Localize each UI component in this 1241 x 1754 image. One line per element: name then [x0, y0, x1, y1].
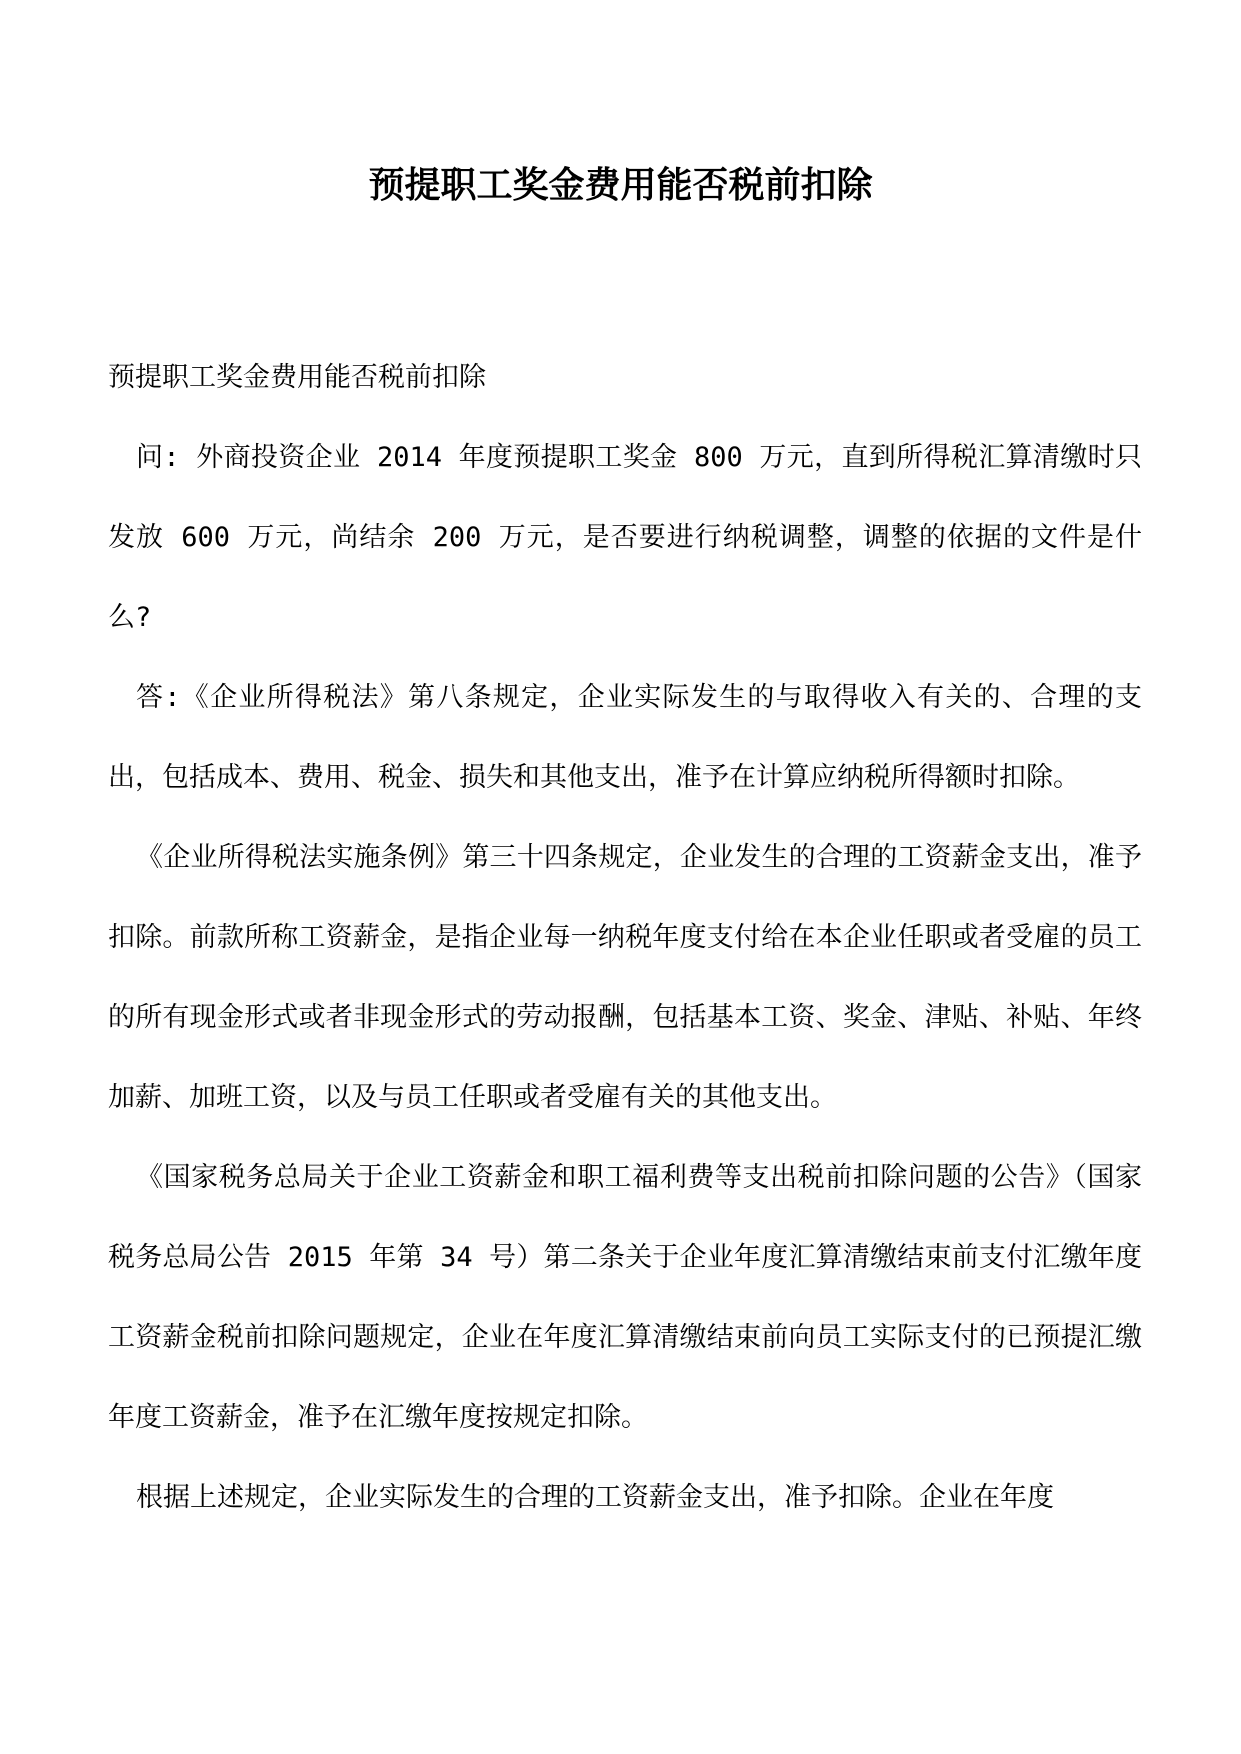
question-paragraph: 问: 外商投资企业 2014 年度预提职工奖金 800 万元，直到所得税汇算清缴时只发放 600 万元，尚结余 200 万元，是否要进行纳税调整，调整的依据的文件是什么?: [108, 442, 1142, 633]
regulation-paragraph: 《企业所得税法实施条例》第三十四条规定，企业发生的合理的工资薪金支出，准予扣除。前款所称工资薪金，是指企业每一纳税年度支付给在本企业任职或者受雇的员工的所有现金形式或者非现金形式的劳动报酬，包括基本工资、奖金、津贴、补贴、年终加薪、加班工资，以及与员工任职或者受雇有关的其他支出。: [108, 842, 1142, 1113]
answer-paragraph: 答:《企业所得税法》第八条规定，企业实际发生的与取得收入有关的、合理的支出，包括成本、费用、税金、损失和其他支出，准予在计算应纳税所得额时扣除。: [108, 682, 1142, 793]
announcement-paragraph: 《国家税务总局关于企业工资薪金和职工福利费等支出税前扣除问题的公告》（国家税务总局公告 2015 年第 34 号）第二条关于企业年度汇算清缴结束前支付汇缴年度工资薪金税前扣除问题规定，企业在年度汇算清缴结束前向员工实际支付的已预提汇缴年度工资薪金，准予在汇缴年度按规定扣除。: [108, 1162, 1142, 1433]
document-title: 预提职工奖金费用能否税前扣除: [368, 164, 873, 206]
subtitle-paragraph: 预提职工奖金费用能否税前扣除: [108, 362, 486, 393]
conclusion-paragraph: 根据上述规定，企业实际发生的合理的工资薪金支出，准予扣除。企业在年度: [136, 1482, 1054, 1513]
document-body: [108, 338, 1142, 1538]
